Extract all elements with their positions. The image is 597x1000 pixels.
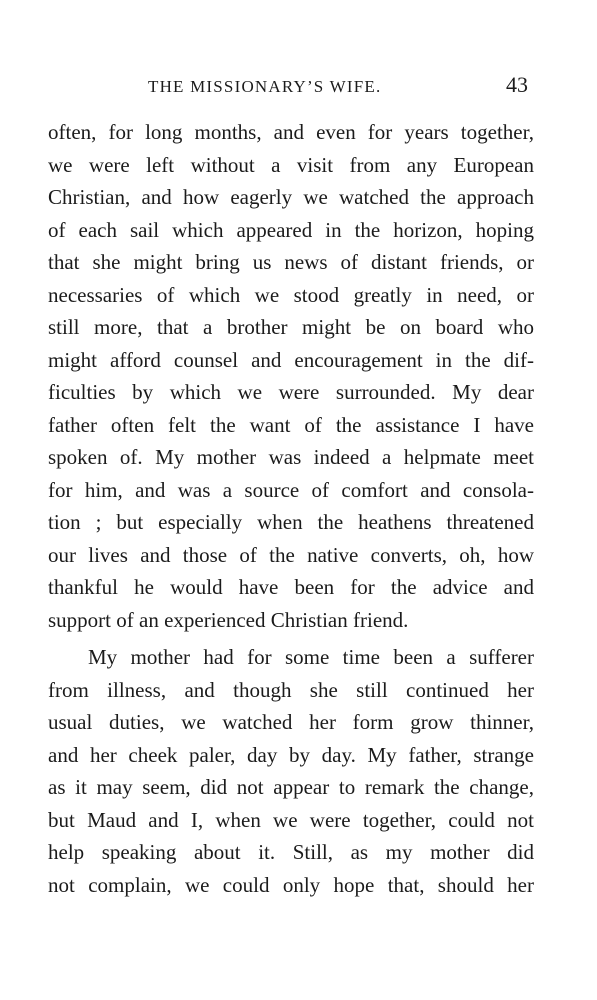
text-line: thankful he would have been for the advice and xyxy=(48,575,534,599)
paragraph xyxy=(48,641,534,901)
text-line: our lives and those of the native converts, oh, how xyxy=(48,542,534,567)
body-text xyxy=(48,116,534,901)
text-line: from illness, and though she still continued her xyxy=(48,677,534,702)
text-line: for him, and was a source of comfort and consola- xyxy=(48,477,534,502)
text-line: we were left without a visit from any European xyxy=(48,152,534,177)
text-line: but Maud and I, when we were together, could not xyxy=(48,807,534,832)
text-line: spoken of. My mother was indeed a helpmate meet xyxy=(48,445,534,469)
text-line: that she might bring us news of distant friends, or xyxy=(48,250,534,274)
text-line: of each sail which appeared in the horizon, hoping xyxy=(48,217,534,242)
text-line: tion ; but especially when the heathens threatened xyxy=(48,510,534,534)
text-line: help speaking about it. Still, as my mother did xyxy=(48,840,534,864)
running-head xyxy=(48,72,528,106)
text-line: usual duties, we watched her form grow thinner, xyxy=(48,710,534,734)
page-number: 43 xyxy=(506,72,528,97)
text-line: still more, that a brother might be on board who xyxy=(48,315,534,339)
text-line: and her cheek paler, day by day. My father, strange xyxy=(48,742,534,767)
text-line: often, for long months, and even for years together, xyxy=(48,120,534,144)
paragraph xyxy=(48,116,534,636)
running-title: THE MISSIONARY’S WIFE. xyxy=(148,77,382,96)
text-line: father often felt the want of the assistance I have xyxy=(48,412,534,437)
text-line: support of an experienced Christian friend. xyxy=(48,607,409,632)
text-line: My mother had for some time been a sufferer xyxy=(88,645,534,669)
text-line: might afford counsel and encouragement in the dif- xyxy=(48,347,534,372)
text-line: ficulties by which we were surrounded. My dear xyxy=(48,380,534,404)
text-line: not complain, we could only hope that, should her xyxy=(48,872,534,897)
text-line: as it may seem, did not appear to remark the change, xyxy=(48,775,534,799)
text-line: necessaries of which we stood greatly in need, or xyxy=(48,282,534,307)
text-line: Christian, and how eagerly we watched the approach xyxy=(48,185,534,209)
